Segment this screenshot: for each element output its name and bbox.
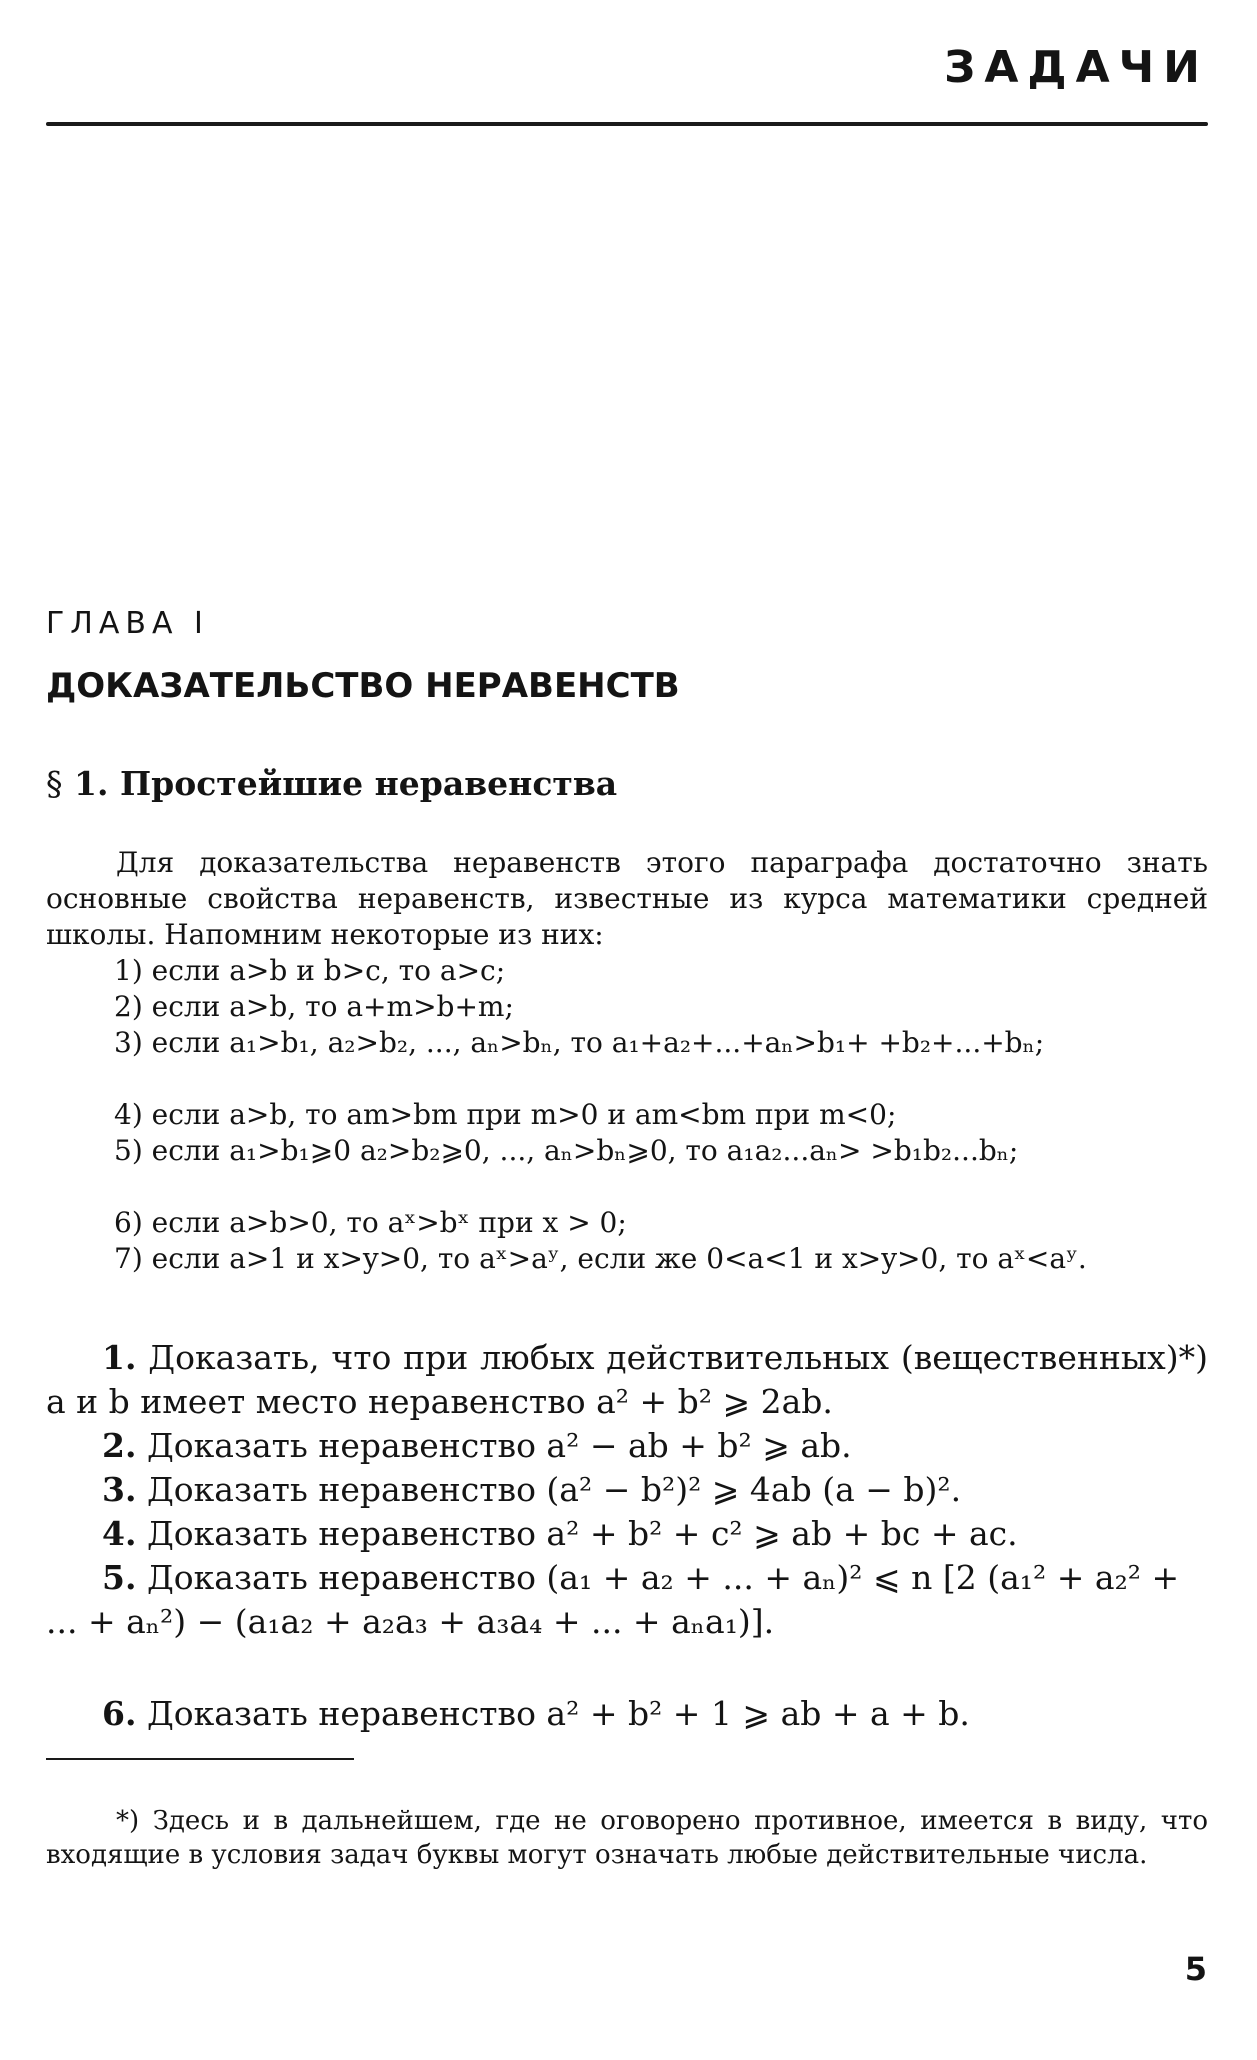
section-title-text: Простейшие неравенства — [119, 764, 618, 803]
problem-text: Доказать неравенство a² + b² + 1 ⩾ ab + a + b. — [146, 1694, 970, 1733]
problem-number: 4. — [102, 1514, 137, 1553]
problem-item — [46, 1336, 1208, 1424]
problem-number: 1. — [102, 1338, 137, 1377]
footnote-rule — [46, 1758, 354, 1760]
property-item: 5) если a₁>b₁⩾0 a₂>b₂⩾0, ..., aₙ>bₙ⩾0, то a₁a₂...aₙ> >b₁b₂...bₙ; — [114, 1134, 1019, 1167]
section-title — [46, 764, 617, 803]
problem-item — [46, 1512, 1208, 1556]
running-head: ЗАДАЧИ — [944, 42, 1209, 93]
problem-number: 2. — [102, 1426, 137, 1465]
problem-number: 6. — [102, 1694, 137, 1733]
property-item: 1) если a>b и b>c, то a>c; — [114, 954, 506, 987]
property-item: 6) если a>b>0, то aˣ>bˣ при x > 0; — [114, 1206, 627, 1239]
property-item: 3) если a₁>b₁, a₂>b₂, ..., aₙ>bₙ, то a₁+a₂+...+aₙ>b₁+ +b₂+...+bₙ; — [114, 1026, 1045, 1059]
header-rule — [46, 122, 1208, 126]
problem-number: 5. — [102, 1558, 137, 1597]
problem-text: Доказать, что при любых действительных (вещественных)*) a и b имеет место неравенство a² + b² ⩾ 2ab. — [46, 1338, 1208, 1421]
property-item: 2) если a>b, то a+m>b+m; — [114, 990, 514, 1023]
problem-item — [46, 1424, 1208, 1468]
section-number: 1. — [74, 764, 109, 803]
section-symbol: § — [46, 764, 63, 803]
problem-text: Доказать неравенство (a² − b²)² ⩾ 4ab (a − b)². — [146, 1470, 962, 1509]
problem-text: Доказать неравенство (a₁ + a₂ + ... + aₙ)² ⩽ n [2 (a₁² + a₂² + ... + aₙ²) − (a₁a₂ + a₂a₃ + a₃a₄ + ... + aₙa₁)]. — [46, 1558, 1180, 1641]
chapter-title: ДОКАЗАТЕЛЬСТВО НЕРАВЕНСТВ — [46, 666, 680, 706]
problem-item — [46, 1468, 1208, 1512]
page-number: 5 — [1184, 1950, 1207, 1988]
problem-item — [46, 1556, 1208, 1644]
chapter-label: ГЛАВА I — [46, 606, 209, 641]
footnote: *) Здесь и в дальнейшем, где не оговорено противное, имеется в виду, что входящие в условия задач буквы могут означать любые действительные числа. — [46, 1806, 1208, 1870]
property-item: 7) если a>1 и x>y>0, то aˣ>aʸ, если же 0<a<1 и x>y>0, то aˣ<aʸ. — [114, 1242, 1087, 1275]
problem-item — [46, 1692, 1208, 1736]
property-item: 4) если a>b, то am>bm при m>0 и am<bm при m<0; — [114, 1098, 897, 1131]
problem-text: Доказать неравенство a² + b² + c² ⩾ ab + bc + ac. — [146, 1514, 1018, 1553]
problem-number: 3. — [102, 1470, 137, 1509]
problem-text: Доказать неравенство a² − ab + b² ⩾ ab. — [146, 1426, 852, 1465]
intro-paragraph: Для доказательства неравенств этого параграфа достаточно знать основные свойства неравенств, известные из курса математики средней школы. Напомним некоторые из них: — [46, 846, 1208, 951]
